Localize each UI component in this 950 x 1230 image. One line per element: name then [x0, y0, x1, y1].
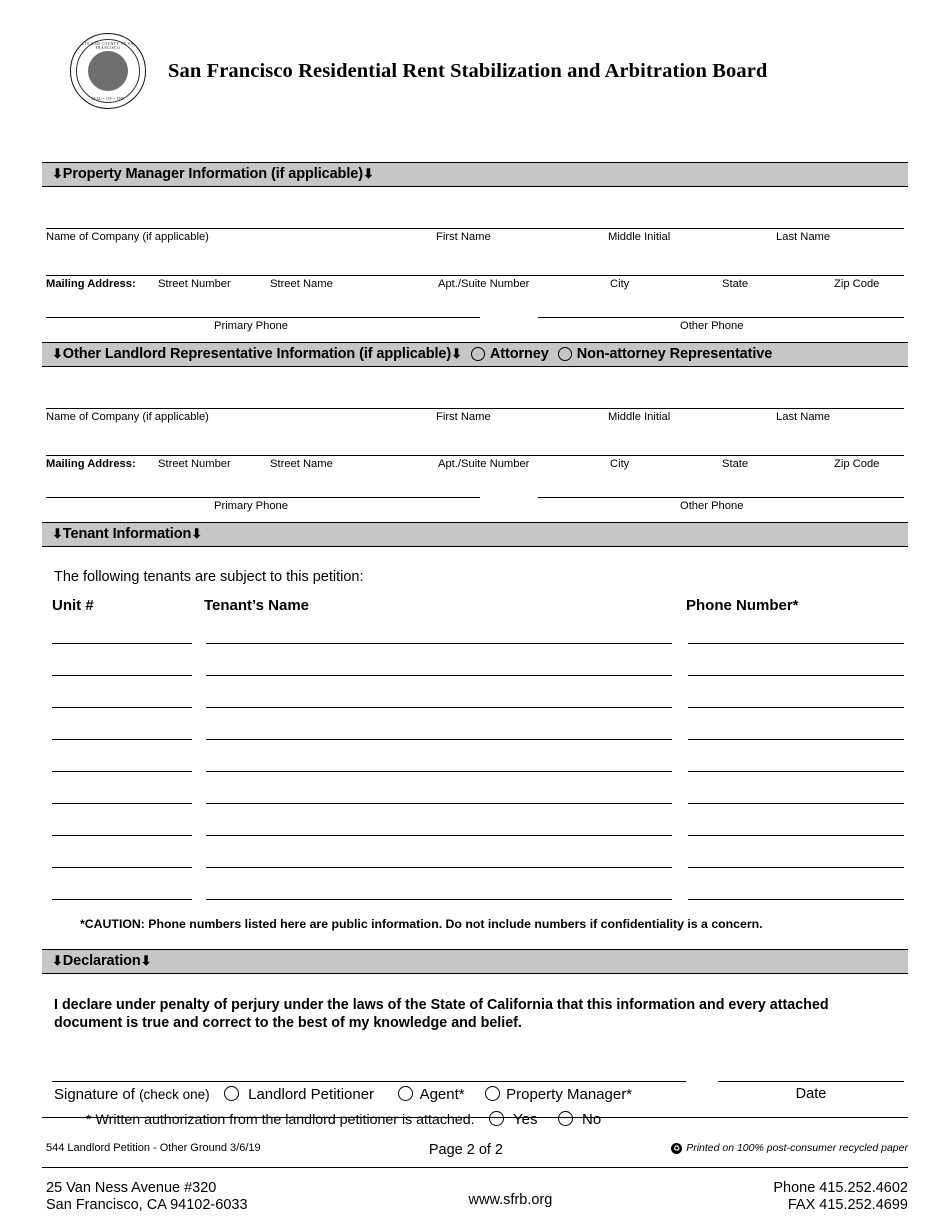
pm-first-name-label: First Name	[436, 231, 491, 243]
tenant-name-input-line[interactable]	[206, 867, 672, 868]
page-header	[0, 0, 950, 114]
olr-primary-phone-line[interactable]	[46, 497, 480, 498]
authorization-note-row	[86, 1111, 601, 1128]
tenant-name-input-line[interactable]	[206, 675, 672, 676]
signature-block	[42, 1059, 908, 1139]
tenant-name-input-line[interactable]	[206, 899, 672, 900]
tenant-phone-input-line[interactable]	[688, 899, 904, 900]
other-landlord-rep-fields	[42, 367, 908, 522]
tenant-col-phone: Phone Number*	[686, 597, 799, 614]
olr-last-name-label: Last Name	[776, 411, 831, 423]
olr-address-line[interactable]	[46, 455, 904, 456]
fax-number: FAX 415.252.4699	[787, 1197, 908, 1214]
office-address	[46, 1180, 248, 1214]
tenant-table	[42, 597, 908, 917]
pm-other-phone-label: Other Phone	[680, 320, 744, 332]
label-landlord-petitioner: Landlord Petitioner	[248, 1085, 375, 1103]
radio-non-attorney[interactable]	[558, 347, 572, 361]
pm-zip-label: Zip Code	[834, 278, 880, 290]
olr-name-line[interactable]	[46, 408, 904, 409]
pm-other-phone-line[interactable]	[538, 317, 904, 318]
pm-apt-label: Apt./Suite Number	[438, 278, 530, 290]
pm-state-label: State	[722, 278, 749, 290]
radio-attorney[interactable]	[471, 347, 485, 361]
down-arrow-icon: ⬇	[52, 526, 63, 541]
section-title-tenant-information: Tenant Information	[62, 526, 192, 542]
recycled-paper-note	[671, 1142, 908, 1154]
label-non-attorney: Non-attorney Representative	[576, 346, 773, 362]
olr-middle-initial-label: Middle Initial	[608, 411, 671, 423]
radio-property-manager[interactable]	[485, 1086, 500, 1101]
tenant-phone-input-line[interactable]	[688, 675, 904, 676]
down-arrow-icon: ⬇	[140, 953, 152, 968]
label-auth-yes: Yes	[513, 1110, 538, 1128]
tenant-unit-input-line[interactable]	[52, 803, 192, 804]
tenant-unit-input-line[interactable]	[52, 771, 192, 772]
declaration-line-1: I declare under penalty of perjury under the laws of the State of California that this information and every attached	[54, 997, 829, 1013]
down-arrow-icon: ⬇	[451, 346, 462, 361]
footer-bottom-row	[0, 1176, 950, 1214]
label-auth-no: No	[582, 1110, 602, 1128]
down-arrow-icon: ⬇	[52, 953, 63, 968]
olr-state-label: State	[722, 458, 749, 470]
tenant-phone-input-line[interactable]	[688, 643, 904, 644]
pm-primary-phone-line[interactable]	[46, 317, 480, 318]
section-header-other-landlord-rep	[42, 342, 908, 367]
tenant-unit-input-line[interactable]	[52, 675, 192, 676]
tenant-name-input-line[interactable]	[206, 707, 672, 708]
tenant-phone-input-line[interactable]	[688, 739, 904, 740]
recycled-paper-text: Printed on 100% post-consumer recycled paper	[686, 1142, 908, 1154]
olr-first-name-label: First Name	[436, 411, 491, 423]
date-label: Date	[795, 1085, 827, 1102]
tenant-unit-input-line[interactable]	[52, 643, 192, 644]
declaration-line-2: document is true and correct to the best of my knowledge and belief.	[54, 1015, 522, 1032]
label-property-manager: Property Manager*	[506, 1085, 633, 1103]
footer-top-row	[0, 1137, 950, 1158]
section-header-declaration	[42, 949, 908, 974]
olr-street-name-label: Street Name	[270, 458, 333, 470]
tenant-name-input-line[interactable]	[206, 803, 672, 804]
olr-apt-label: Apt./Suite Number	[438, 458, 530, 470]
tenant-intro-text: The following tenants are subject to this petition:	[54, 569, 364, 585]
olr-zip-label: Zip Code	[834, 458, 880, 470]
pm-last-name-label: Last Name	[776, 231, 831, 243]
footer-divider-bottom	[42, 1167, 908, 1168]
radio-landlord-petitioner[interactable]	[224, 1086, 239, 1101]
olr-mailing-address-label: Mailing Address:	[46, 458, 136, 470]
tenant-name-input-line[interactable]	[206, 643, 672, 644]
label-agent: Agent*	[419, 1085, 465, 1103]
olr-city-label: City	[610, 458, 630, 470]
olr-other-phone-label: Other Phone	[680, 500, 744, 512]
seal-top-text: CITY AND COUNTY OF SAN FRANCISCO	[79, 42, 137, 50]
down-arrow-icon: ⬇	[191, 526, 203, 541]
olr-company-label: Name of Company (if applicable)	[46, 411, 209, 423]
tenant-unit-input-line[interactable]	[52, 867, 192, 868]
radio-auth-no[interactable]	[558, 1111, 573, 1126]
footer-divider	[42, 1117, 908, 1118]
tenant-unit-input-line[interactable]	[52, 707, 192, 708]
down-arrow-icon: ⬇	[362, 166, 374, 181]
phone-number: Phone 415.252.4602	[773, 1180, 908, 1197]
pm-street-number-label: Street Number	[158, 278, 231, 290]
pm-company-label: Name of Company (if applicable)	[46, 231, 209, 243]
olr-street-number-label: Street Number	[158, 458, 231, 470]
declaration-text	[54, 996, 896, 1033]
signature-options-row	[54, 1086, 632, 1103]
page-title: San Francisco Residential Rent Stabilization and Arbitration Board	[168, 59, 768, 82]
date-line[interactable]	[718, 1081, 904, 1082]
section-title-other-landlord-rep: Other Landlord Representative Information (if applicable)	[62, 346, 452, 362]
contact-numbers	[773, 1180, 908, 1214]
seal-bottom-text: SEAL • OF • THE	[91, 97, 125, 101]
label-attorney: Attorney	[489, 346, 549, 362]
authorization-note: * Written authorization from the landlord petitioner is attached.	[86, 1111, 475, 1128]
section-title-property-manager: Property Manager Information (if applicable)	[62, 166, 363, 182]
signature-prefix-label: Signature of	[54, 1085, 135, 1103]
radio-agent[interactable]	[398, 1086, 413, 1101]
radio-auth-yes[interactable]	[489, 1111, 504, 1126]
olr-other-phone-line[interactable]	[538, 497, 904, 498]
olr-primary-phone-label: Primary Phone	[214, 500, 288, 512]
tenant-phone-input-line[interactable]	[688, 835, 904, 836]
pm-address-line[interactable]	[46, 275, 904, 276]
section-header-property-manager	[42, 162, 908, 187]
address-line-1: 25 Van Ness Avenue #320	[46, 1180, 217, 1197]
down-arrow-icon: ⬇	[52, 166, 63, 181]
tenant-col-unit: Unit #	[52, 597, 94, 614]
form-id-label: 544 Landlord Petition - Other Ground 3/6/19	[46, 1142, 261, 1154]
tenant-phone-input-line[interactable]	[688, 867, 904, 868]
pm-name-line[interactable]	[46, 228, 904, 229]
section-title-declaration: Declaration	[62, 953, 141, 969]
pm-middle-initial-label: Middle Initial	[608, 231, 671, 243]
tenant-name-input-line[interactable]	[206, 739, 672, 740]
tenant-caution-note: *CAUTION: Phone numbers listed here are public information. Do not include numbers if confidentiality is a concern.	[80, 917, 763, 931]
section-header-tenant-information	[42, 522, 908, 547]
down-arrow-icon: ⬇	[52, 346, 63, 361]
pm-primary-phone-label: Primary Phone	[214, 320, 288, 332]
address-line-2: San Francisco, CA 94102-6033	[46, 1197, 248, 1214]
tenant-unit-input-line[interactable]	[52, 835, 192, 836]
tenant-phone-input-line[interactable]	[688, 707, 904, 708]
pm-street-name-label: Street Name	[270, 278, 333, 290]
tenant-unit-input-line[interactable]	[52, 899, 192, 900]
tenant-phone-input-line[interactable]	[688, 771, 904, 772]
tenant-name-input-line[interactable]	[206, 835, 672, 836]
tenant-phone-input-line[interactable]	[688, 803, 904, 804]
website-link[interactable]: www.sfrb.org	[468, 1192, 553, 1209]
signature-check-one-label: (check one)	[139, 1086, 210, 1102]
pm-city-label: City	[610, 278, 630, 290]
property-manager-fields	[42, 187, 908, 342]
page-number-label: Page 2 of 2	[428, 1142, 503, 1158]
recycle-icon: ♻	[673, 1143, 681, 1153]
signature-line[interactable]	[52, 1081, 686, 1082]
tenant-unit-input-line[interactable]	[52, 739, 192, 740]
pm-mailing-address-label: Mailing Address:	[46, 278, 136, 290]
city-seal-icon	[70, 33, 146, 109]
tenant-col-name: Tenant’s Name	[204, 597, 310, 614]
tenant-name-input-line[interactable]	[206, 771, 672, 772]
